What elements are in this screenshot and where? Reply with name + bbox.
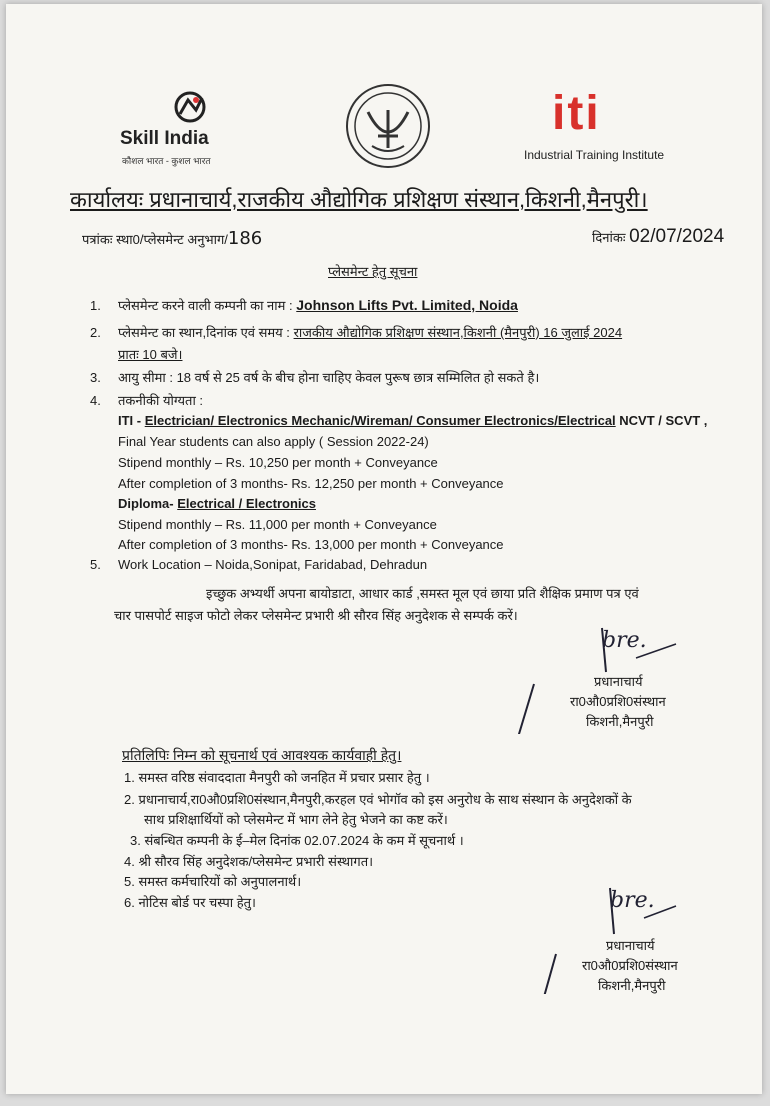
diploma-trade-list: Electrical / Electronics: [177, 496, 316, 511]
item-number: 3.: [90, 370, 101, 385]
copy-item: 6. नोटिस बोर्ड पर चस्पा हेतु।: [124, 895, 256, 910]
signatory-place: किशनी,मैनपुरी: [586, 714, 654, 729]
document-date: [592, 226, 724, 248]
date-value: 02/07/2024: [629, 226, 725, 247]
diploma-stipend-after: After completion of 3 months- Rs. 13,000 per month + Conveyance: [118, 537, 504, 552]
instructions-line-1: इच्छुक अभ्यर्थी अपना बायोडाटा, आधार कार्ड ,समस्त मूल एवं छाया प्रति शैक्षिक प्रमाण पत्र एवं: [206, 586, 639, 601]
item-qualification: [90, 391, 203, 409]
notice-heading: प्लेसमेन्ट हेतु सूचना: [328, 264, 418, 279]
item-label: आयु सीमा : 18 वर्ष से 25 वर्ष के बीच होना चाहिए केवल पुरूष छात्र सम्मिलित हो सकते है।: [118, 370, 540, 385]
item-label: प्लेसमेन्ट का स्थान,दिनांक एवं समय :: [118, 325, 290, 340]
venue-date: राजकीय औद्योगिक प्रशिक्षण संस्थान,किशनी (मैनपुरी) 16 जुलाई 2024: [293, 325, 623, 340]
date-label: दिनांकः: [592, 230, 626, 245]
signatory-title: प्रधानाचार्य: [594, 674, 643, 689]
office-title: कार्यालयः प्रधानाचार्य,राजकीय औद्योगिक प्रशिक्षण संस्थान,किशनी,मैनपुरी।: [70, 187, 648, 212]
signatory-institute: रा0औ0प्रशि0संस्थान: [570, 694, 666, 709]
signature-block: [506, 624, 706, 734]
skill-india-emblem-icon: [170, 90, 210, 124]
item-venue: [90, 323, 622, 341]
iti-stipend-after: After completion of 3 months- Rs. 12,250 per month + Conveyance: [118, 476, 504, 491]
copy-item: 3. संबन्धित कम्पनी के ई–मेल दिनांक 02.07.2024 के कम में सूचनार्थ ।: [130, 833, 464, 848]
signature-mark: bre.: [602, 628, 647, 653]
reference-label: पत्रांकः स्था0/प्लेसमेन्ट अनुभाग/: [82, 232, 228, 247]
copy-item: 1. समस्त वरिष्ठ संवाददाता मैनपुरी को जनहित में प्रचार प्रसार हेतु ।: [124, 770, 430, 785]
iti-caption: Industrial Training Institute: [524, 148, 665, 162]
iti-logo: [522, 87, 672, 172]
iti-certification: NCVT / SCVT ,: [615, 413, 708, 428]
skill-india-logo: [120, 90, 260, 176]
copy-item: 4. श्री सौरव सिंह अनुदेशक/प्लेसमेन्ट प्रभारी संस्थागत।: [124, 854, 374, 869]
item-number: 4.: [90, 393, 101, 408]
instructions-line-2: चार पासपोर्ट साइज फोटो लेकर प्लेसमेन्ट प्रभारी श्री सौरव सिंह अनुदेशक से सम्पर्क करें।: [114, 608, 518, 623]
item-label: प्लेसमेन्ट करने वाली कम्पनी का नाम :: [118, 298, 293, 313]
diploma-prefix: Diploma-: [118, 496, 178, 511]
iti-trade-list: Electrician/ Electronics Mechanic/Wireman/ Consumer Electronics/Electrical: [144, 413, 616, 428]
item-number: 2.: [90, 325, 101, 340]
reference-value: 186: [227, 228, 263, 249]
copies-heading: प्रतिलिपिः निम्न को सूचनार्थ एवं आवश्यक कार्यवाही हेतु।: [122, 747, 402, 763]
item-age-limit: [90, 368, 539, 386]
signatory-place: किशनी,मैनपुरी: [598, 978, 666, 993]
company-name: Johnson Lifts Pvt. Limited, Noida: [296, 297, 518, 313]
skill-india-title: Skill India: [120, 128, 209, 149]
item-work-location: [90, 557, 427, 572]
item-number: 5.: [90, 557, 101, 572]
iti-prefix: ITI -: [118, 413, 145, 428]
emblem-icon: [344, 82, 432, 170]
venue-time: प्रातः 10 बजे।: [118, 347, 183, 362]
iti-logo-mark: iti: [552, 87, 601, 140]
final-year-note: Final Year students can also apply ( Session 2022-24): [118, 434, 429, 449]
diploma-stipend: Stipend monthly – Rs. 11,000 per month + Conveyance: [118, 517, 437, 532]
iti-stipend: Stipend monthly – Rs. 10,250 per month + Conveyance: [118, 455, 438, 470]
iti-trades: [118, 413, 707, 428]
signature-mark: bre.: [610, 888, 655, 913]
copy-item: 5. समस्त कर्मचारियों को अनुपालनार्थ।: [124, 874, 302, 889]
item-label: Work Location – Noida,Sonipat, Faridabad, Dehradun: [118, 557, 428, 572]
signatory-title: प्रधानाचार्य: [606, 938, 655, 953]
item-company: [90, 296, 518, 314]
notice-document: [6, 4, 762, 1094]
item-number: 1.: [90, 298, 101, 313]
reference-number: [82, 228, 262, 249]
signatory-institute: रा0औ0प्रशि0संस्थान: [582, 958, 678, 973]
signature-block: [526, 884, 726, 994]
up-government-emblem: [344, 82, 432, 175]
copy-item: 2. प्रधानाचार्य,रा0औ0प्रशि0संस्थान,मैनपुरी,करहल एवं भोगॉव को इस अनुरोध के साथ संस्थान के अनुदेशकों के: [124, 792, 632, 807]
skill-india-tagline: कौशल भारत - कुशल भारत: [122, 156, 211, 166]
diploma-trades: [118, 496, 316, 511]
copy-item-continued: साथ प्रशिक्षार्थियों को प्लेसमेन्ट में भाग लेने हेतु भेजने का कष्ट करें।: [144, 812, 448, 827]
item-label: तकनीकी योग्यता :: [118, 393, 204, 408]
